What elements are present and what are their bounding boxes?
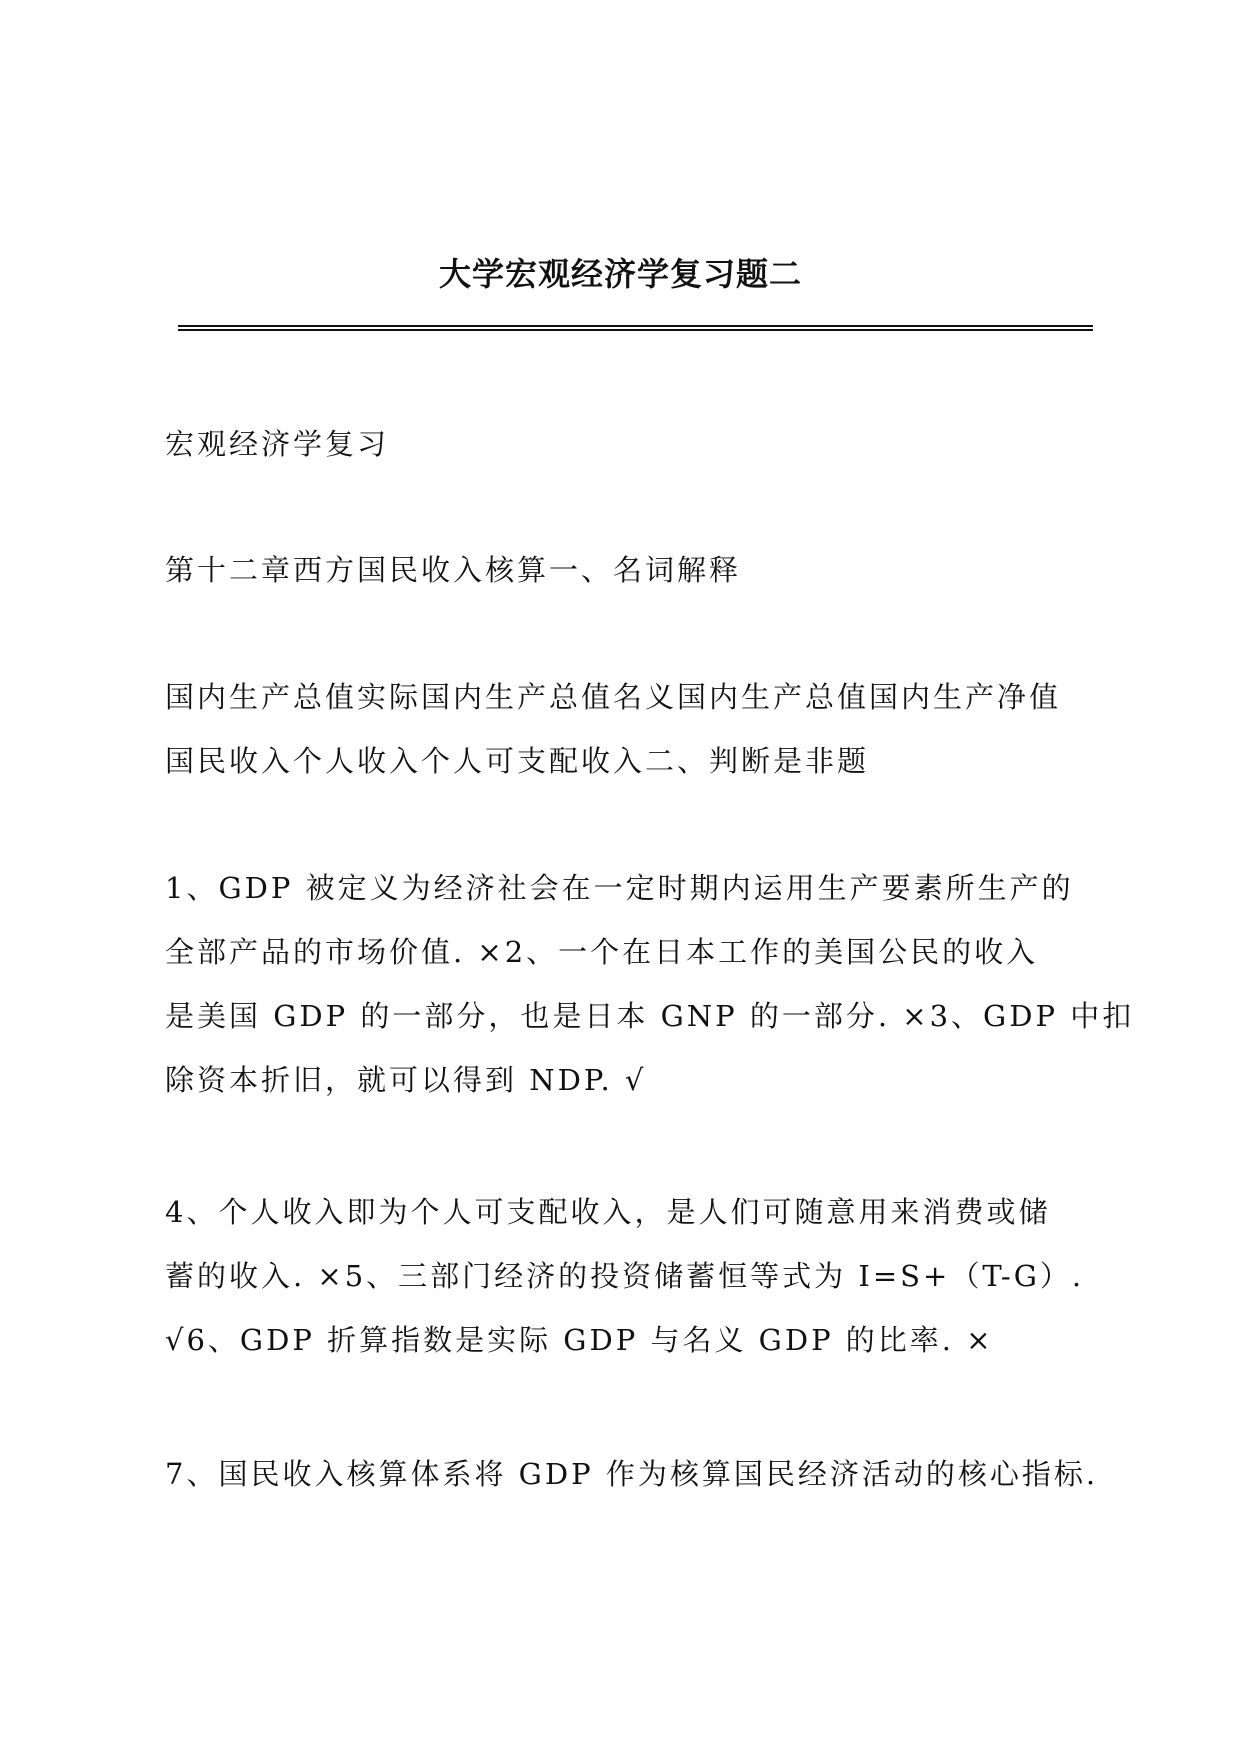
text-line: √6、GDP 折算指数是实际 GDP 与名义 GDP 的比率. × [165, 1323, 994, 1357]
paragraph-chapter [165, 538, 1095, 602]
text-line: 宏观经济学复习 [165, 427, 390, 461]
paragraph-terms [165, 665, 1095, 793]
title-double-rule [178, 325, 1093, 331]
text-line: 4、个人收入即为个人可支配收入，是人们可随意用来消费或储 [165, 1195, 1051, 1229]
text-line: 国内生产总值实际国内生产总值名义国内生产总值国内生产净值 [165, 680, 1062, 714]
text-line: 第十二章西方国民收入核算一、名词解释 [165, 553, 742, 587]
paragraph-question-7 [165, 1442, 1099, 1506]
text-line: 7、国民收入核算体系将 GDP 作为核算国民经济活动的核心指标. [165, 1457, 1099, 1491]
paragraph-questions-4-6 [165, 1180, 1095, 1372]
text-line: 蓄的收入. ×5、三部门经济的投资储蓄恒等式为 I=S+（T-G）. [165, 1259, 1085, 1293]
text-line: 国民收入个人收入个人可支配收入二、判断是非题 [165, 744, 870, 778]
text-line: 全部产品的市场价值. ×2、一个在日本工作的美国公民的收入 [165, 935, 1039, 969]
text-line: 除资本折旧，就可以得到 NDP. √ [165, 1063, 647, 1097]
text-line: 是美国 GDP 的一部分，也是日本 GNP 的一部分. ×3、GDP 中扣 [165, 999, 1135, 1033]
paragraph-questions-1-3 [165, 856, 1135, 1112]
paragraph-heading [165, 412, 1095, 476]
text-line: 1、GDP 被定义为经济社会在一定时期内运用生产要素所生产的 [165, 871, 1074, 905]
document-title: 大学宏观经济学复习题二 [438, 255, 802, 293]
